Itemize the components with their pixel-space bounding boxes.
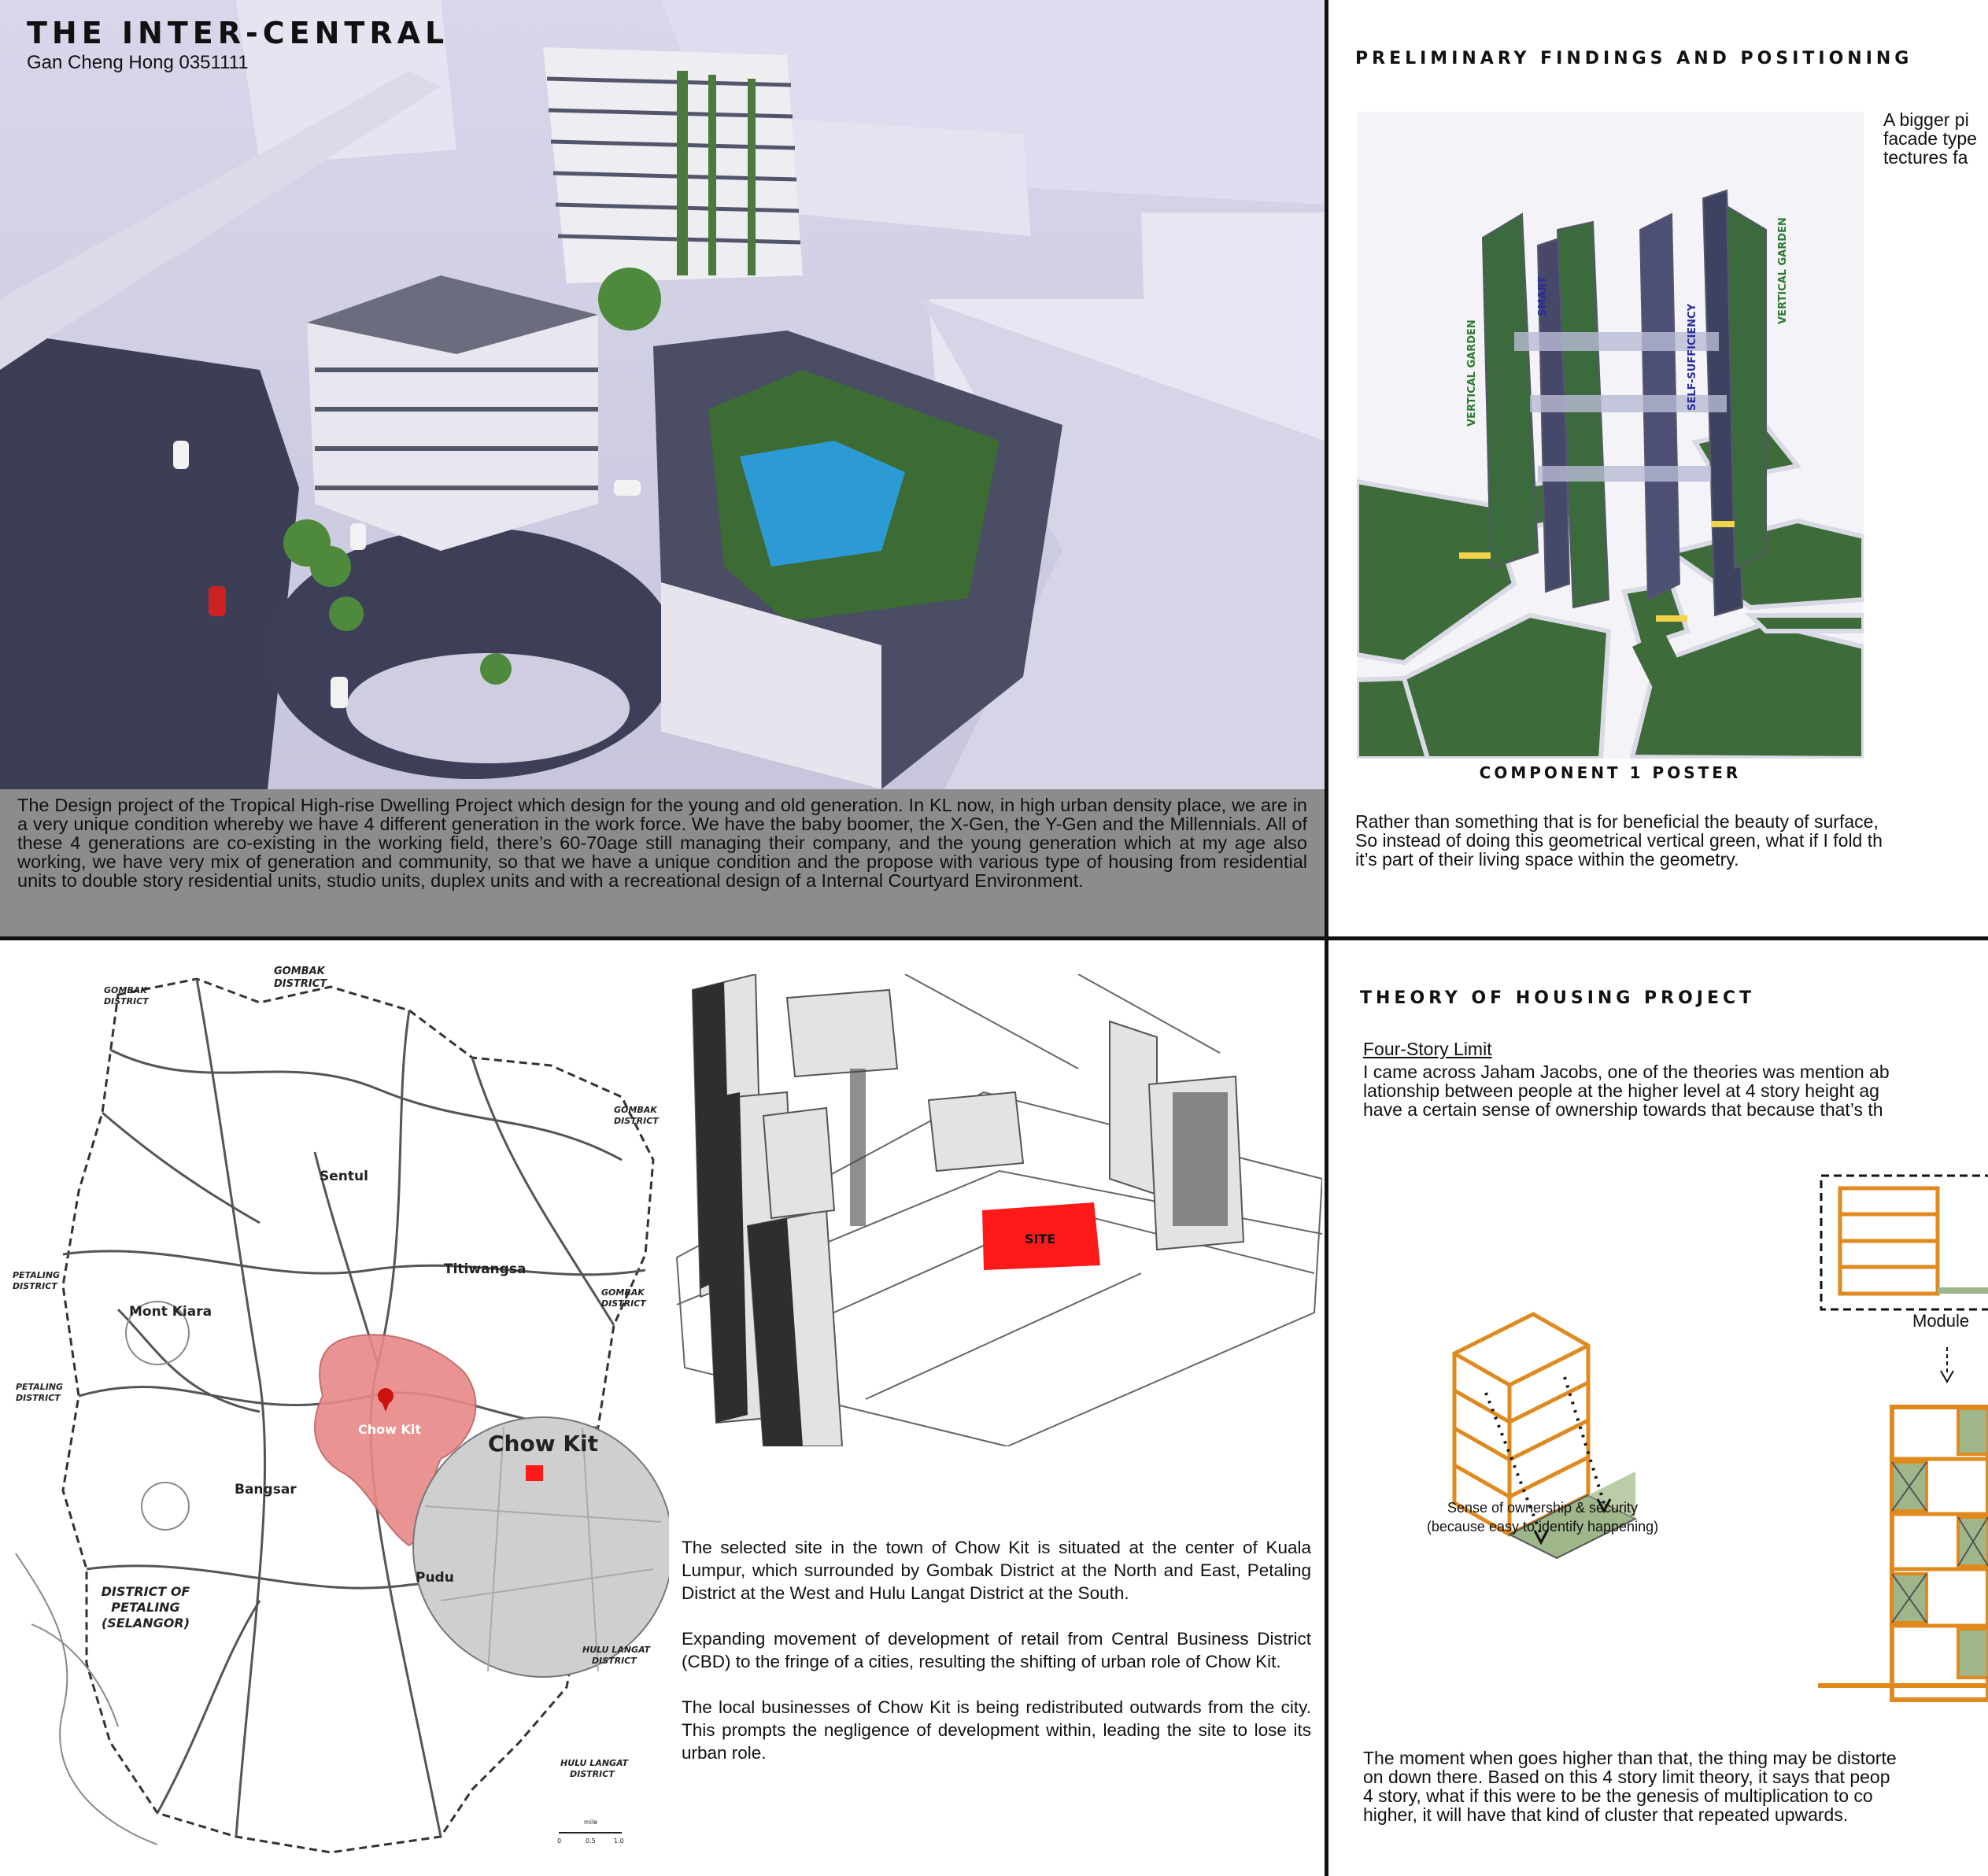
scale-tick: 0: [557, 1837, 562, 1845]
map-label-titiwangsa: Titiwangsa: [444, 1261, 527, 1277]
site-paragraph: The selected site in the town of Chow Kit is situated at the center of Kuala Lumpur, which surrounded by Gombak District at the North and East, Petaling District at the West and Hulu Langat District at the South.: [682, 1538, 1311, 1603]
project-description: The Design project of the Tropical High-rise Dwelling Project which design for the young and old generation. In KL now, in high urban density place, we are in a very unique condition whereby we have 4 different generation in the work force. We have the baby boomer, the X-Gen, the Y-Gen and the Millennials. All of these 4 generations are co-existing in the working field, there’s 60-70age still managing their company, and the young generation which at my age also working, we have very mix of generation and community, so that we have a unique condition and the propose with various type of housing from residential units to double story residential units, studio units, duplex units and with a recreational design of a Internal Courtyard Environment.: [0, 789, 1325, 936]
map-label-petaling-2: PETALING: [16, 1382, 64, 1392]
map-label-gombak-2: GOMBAK: [274, 966, 325, 977]
component-poster: [1357, 112, 1864, 759]
map-label-petaling-1: PETALING: [13, 1270, 61, 1280]
side-line: tectures fa: [1883, 147, 1968, 168]
map-label-district-petaling-b: PETALING: [111, 1600, 180, 1615]
map-label-gombak-2b: DISTRICT: [274, 978, 327, 990]
project-title: THE INTER-CENTRAL: [27, 16, 449, 50]
isometric-site-model: [669, 974, 1322, 1446]
caption-line: Sense of ownership & security: [1447, 1500, 1639, 1516]
side-line: facade type: [1883, 128, 1977, 149]
findings-heading: PRELIMINARY FINDINGS AND POSITIONING: [1355, 49, 1913, 68]
site-paragraph: The local businesses of Chow Kit is being redistributed outwards from the city. This prompts the negligence of development within, leading the site to lose its urban role.: [682, 1697, 1311, 1763]
map-label-district-petaling: DISTRICT OF: [101, 1584, 190, 1599]
ownership-caption: [1393, 1498, 1692, 1536]
body-line: So instead of doing this geometrical vertical green, what if I fold th: [1355, 830, 1883, 851]
map-label-gombak-1: GOMBAK: [104, 985, 147, 995]
poster-label-smart: SMART: [1537, 276, 1549, 316]
poster-label-vertical-garden-1: VERTICAL GARDEN: [1466, 319, 1478, 427]
map-label-bangsar: Bangsar: [235, 1482, 297, 1497]
map-label-chow-kit-big: Chow Kit: [488, 1431, 599, 1457]
render-illustration: [0, 0, 1325, 789]
theory-outro: [1363, 1749, 1988, 1824]
site-description: [682, 1536, 1311, 1787]
four-story-diagram: [1328, 1165, 1988, 1715]
outro-line: higher, it will have that kind of cluster that repeated upwards.: [1363, 1804, 1849, 1825]
poster-caption: COMPONENT 1 POSTER: [1479, 763, 1742, 782]
scale-unit: mile: [584, 1819, 598, 1826]
site-label: SITE: [1025, 1232, 1056, 1246]
horizontal-divider: [0, 936, 1988, 940]
map-label-chow-kit-small: Chow Kit: [358, 1422, 422, 1437]
scale-tick: 1.0: [614, 1837, 624, 1845]
map-label-hulu-langat-2b: DISTRICT: [570, 1769, 615, 1779]
map-label-petaling-2b: DISTRICT: [16, 1393, 61, 1403]
poster-label-vertical-garden-2: VERTICAL GARDEN: [1777, 217, 1789, 324]
outro-line: on down there. Based on this 4 story limit theory, it says that peop: [1363, 1767, 1890, 1787]
map-label-petaling-1b: DISTRICT: [13, 1281, 57, 1291]
map-label-hulu-langat-2: HULU LANGAT: [560, 1758, 629, 1768]
poster-label-self-sufficiency: SELF-SUFFICIENCY: [1687, 303, 1698, 411]
map-label-pudu: Pudu: [416, 1570, 454, 1586]
theory-intro: [1363, 1062, 1988, 1119]
outro-line: The moment when goes higher than that, the thing may be distorte: [1363, 1748, 1897, 1768]
map-label-hulu-langat-1b: DISTRICT: [592, 1656, 637, 1666]
map-label-mont-kiara: Mont Kiara: [129, 1304, 212, 1320]
map-label-gombak-4: GOMBAK: [601, 1287, 645, 1298]
site-paragraph: Expanding movement of development of retail from Central Business District (CBD) to the fringe of a cities, resulting the shifting of urban role of Chow Kit.: [682, 1629, 1311, 1671]
intro-line: lationship between people at the higher level at 4 story height ag: [1363, 1080, 1879, 1101]
findings-side-text: [1883, 110, 1988, 167]
map-label-hulu-langat-1: HULU LANGAT: [582, 1645, 651, 1655]
side-line: A bigger pi: [1883, 109, 1969, 130]
district-map: [0, 955, 669, 1868]
project-author: Gan Cheng Hong 0351111: [27, 52, 249, 73]
map-label-sentul: Sentul: [320, 1169, 368, 1184]
theory-heading: THEORY OF HOUSING PROJECT: [1360, 988, 1756, 1008]
scale-tick: 0.5: [586, 1837, 596, 1845]
intro-line: I came across Jaham Jacobs, one of the theories was mention ab: [1363, 1062, 1890, 1082]
map-label-gombak-3b: DISTRICT: [614, 1116, 659, 1126]
aerial-render: [0, 0, 1325, 789]
findings-body: [1355, 812, 1988, 869]
map-label-gombak-3: GOMBAK: [614, 1105, 657, 1115]
module-label: Module: [1912, 1311, 1970, 1331]
outro-line: 4 story, what if this were to be the genesis of multiplication to co: [1363, 1786, 1873, 1806]
body-line: Rather than something that is for beneficial the beauty of surface,: [1355, 811, 1879, 832]
intro-line: have a certain sense of ownership towards that because that’s th: [1363, 1099, 1883, 1120]
map-label-district-petaling-c: (SELANGOR): [101, 1616, 190, 1630]
map-label-gombak-1b: DISTRICT: [104, 996, 149, 1006]
caption-line: (because easy to identify happening): [1426, 1519, 1659, 1534]
body-line: it’s part of their living space within the geometry.: [1355, 849, 1739, 870]
map-label-gombak-4b: DISTRICT: [601, 1298, 646, 1309]
theory-subheading: Four-Story Limit: [1363, 1039, 1492, 1059]
